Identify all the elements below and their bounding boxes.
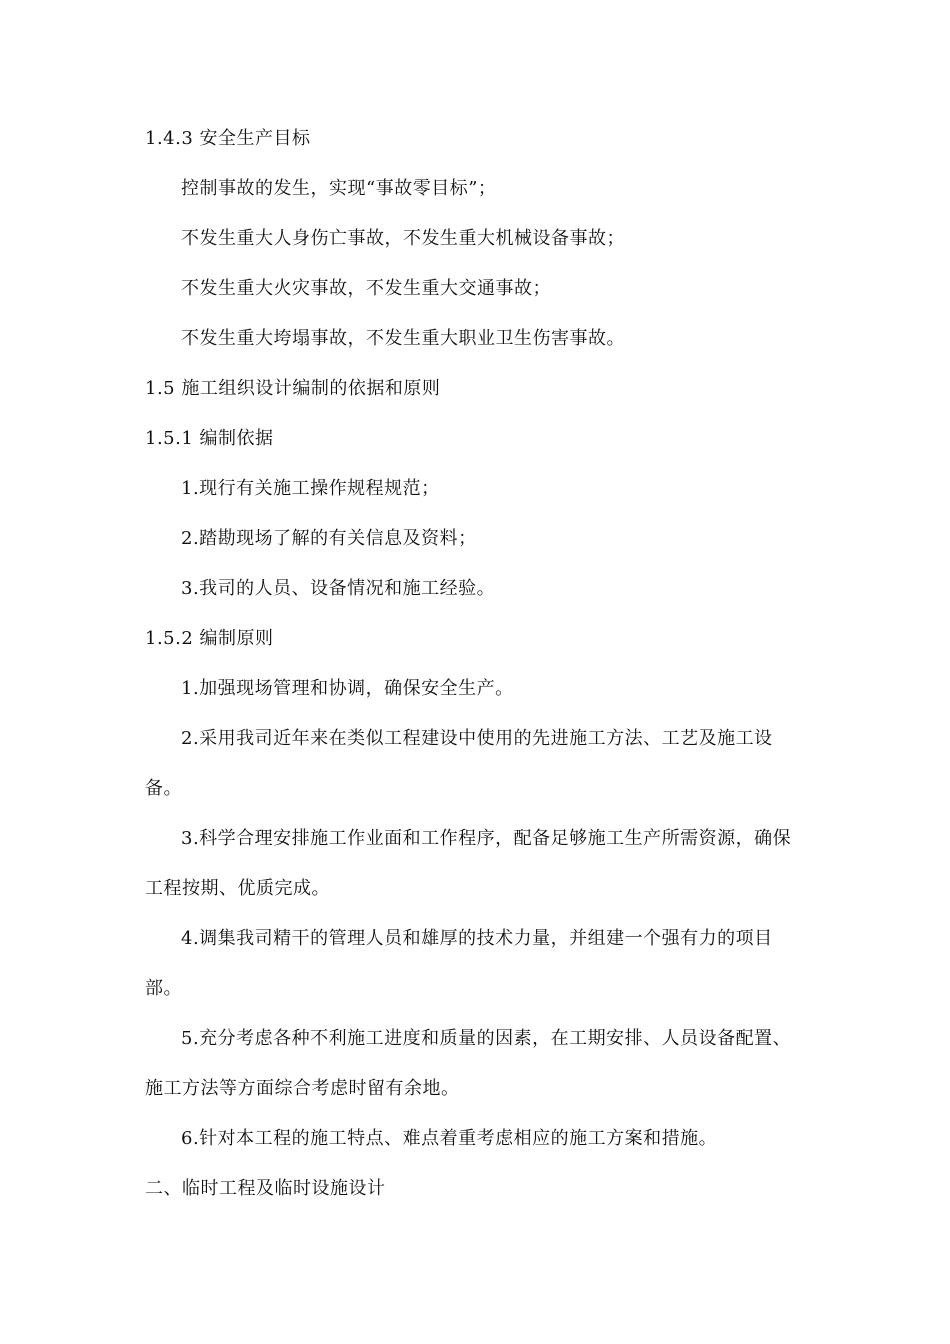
list-item-principle-3: 3.科学合理安排施工作业面和工作程序，配备足够施工生产所需资源，确保 — [181, 828, 792, 849]
section-heading-1-5: 1.5 施工组织设计编制的依据和原则 — [145, 378, 441, 399]
paragraph-safety-goal-3: 不发生重大火灾事故，不发生重大交通事故； — [181, 278, 551, 299]
list-item-principle-2-continuation: 备。 — [145, 778, 182, 799]
chapter-heading-2: 二、临时工程及临时设施设计 — [145, 1178, 386, 1199]
list-item-principle-4: 4.调集我司精干的管理人员和雄厚的技术力量，并组建一个强有力的项目 — [181, 928, 773, 949]
section-heading-1-4-3: 1.4.3 安全生产目标 — [145, 128, 311, 149]
list-item-principle-4-continuation: 部。 — [145, 978, 182, 999]
list-item-principle-6: 6.针对本工程的施工特点、难点着重考虑相应的施工方案和措施。 — [181, 1128, 718, 1149]
paragraph-safety-goal-1: 控制事故的发生，实现“事故零目标”； — [181, 178, 497, 199]
section-heading-1-5-1: 1.5.1 编制依据 — [145, 428, 274, 449]
paragraph-safety-goal-2: 不发生重大人身伤亡事故，不发生重大机械设备事故； — [181, 228, 625, 249]
list-item-principle-2: 2.采用我司近年来在类似工程建设中使用的先进施工方法、工艺及施工设 — [181, 728, 773, 749]
list-item-basis-2: 2.踏勘现场了解的有关信息及资料； — [181, 528, 477, 549]
list-item-principle-5: 5.充分考虑各种不利施工进度和质量的因素，在工期安排、人员设备配置、 — [181, 1028, 792, 1049]
list-item-basis-1: 1.现行有关施工操作规程规范； — [181, 478, 440, 499]
section-heading-1-5-2: 1.5.2 编制原则 — [145, 628, 274, 649]
list-item-principle-1: 1.加强现场管理和协调，确保安全生产。 — [181, 678, 514, 699]
paragraph-safety-goal-4: 不发生重大垮塌事故，不发生重大职业卫生伤害事故。 — [181, 328, 625, 349]
list-item-principle-3-continuation: 工程按期、优质完成。 — [145, 878, 330, 899]
list-item-principle-5-continuation: 施工方法等方面综合考虑时留有余地。 — [145, 1078, 460, 1099]
list-item-basis-3: 3.我司的人员、设备情况和施工经验。 — [181, 578, 496, 599]
